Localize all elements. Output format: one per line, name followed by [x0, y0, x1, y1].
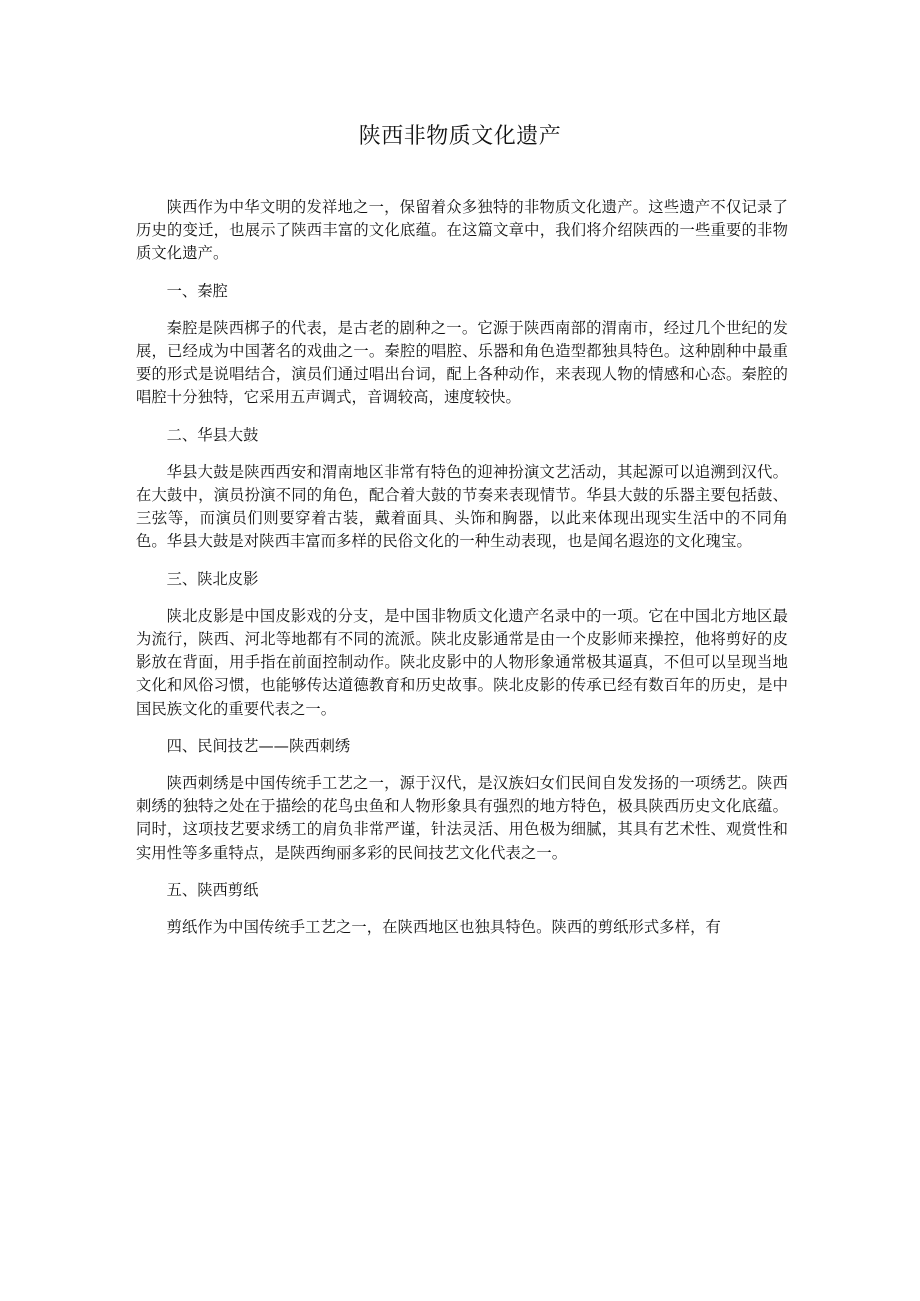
section-heading-huaxian-drum: 二、华县大鼓	[166, 425, 259, 444]
section-heading-paper-cutting: 五、陕西剪纸	[166, 880, 259, 899]
section-paragraph-embroidery: 陕西刺绣是中国传统手工艺之一，源于汉代，是汉族妇女们民间自发发扬的一项绣艺。陕西刺绣的独特之处在于描绘的花鸟虫鱼和人物形象具有强烈的地方特色，极具陕西历史文化底蕴。同时，这项技艺要求绣工的肩负非常严谨，针法灵活、用色极为细腻，其具有艺术性、观赏性和实用性等多重特点，是陕西绚丽多彩的民间技艺文化代表之一。	[136, 774, 788, 862]
section-paragraph-paper-cutting: 剪纸作为中国传统手工艺之一，在陕西地区也独具特色。陕西的剪纸形式多样，有	[166, 918, 721, 937]
intro-paragraph: 陕西作为中华文明的发祥地之一，保留着众多独特的非物质文化遗产。这些遗产不仅记录了历史的变迁，也展示了陕西丰富的文化底蕴。在这篇文章中，我们将介绍陕西的一些重要的非物质文化遗产。	[136, 198, 788, 263]
document-body	[136, 196, 788, 939]
section-heading-embroidery: 四、民间技艺——陕西刺绣	[166, 736, 351, 755]
section-heading-qinqiang: 一、秦腔	[166, 281, 228, 300]
section-paragraph-shadow-puppetry: 陕北皮影是中国皮影戏的分支，是中国非物质文化遗产名录中的一项。它在中国北方地区最为流行，陕西、河北等地都有不同的流派。陕北皮影通常是由一个皮影师来操控，他将剪好的皮影放在背面，用手指在前面控制动作。陕北皮影中的人物形象通常极其逼真，不但可以呈现当地文化和风俗习惯，也能够传达道德教育和历史故事。陕北皮影的传承已经有数百年的历史，是中国民族文化的重要代表之一。	[136, 606, 788, 718]
section-paragraph-qinqiang: 秦腔是陕西梆子的代表，是古老的剧种之一。它源于陕西南部的渭南市，经过几个世纪的发展，已经成为中国著名的戏曲之一。秦腔的唱腔、乐器和角色造型都独具特色。这种剧种中最重要的形式是说唱结合，演员们通过唱出台词，配上各种动作，来表现人物的情感和心态。秦腔的唱腔十分独特，它采用五声调式，音调较高，速度较快。	[136, 318, 788, 407]
document-title: 陕西非物质文化遗产	[358, 124, 562, 149]
section-paragraph-huaxian-drum: 华县大鼓是陕西西安和渭南地区非常有特色的迎神扮演文艺活动，其起源可以追溯到汉代。在大鼓中，演员扮演不同的角色，配合着大鼓的节奏来表现情节。华县大鼓的乐器主要包括鼓、三弦等，而演员们则要穿着古装，戴着面具、头饰和胸器，以此来体现出现实生活中的不同角色。华县大鼓是对陕西丰富而多样的民俗文化的一种生动表现，也是闻名遐迩的文化瑰宝。	[136, 462, 788, 551]
section-heading-shadow-puppetry: 三、陕北皮影	[166, 569, 259, 588]
